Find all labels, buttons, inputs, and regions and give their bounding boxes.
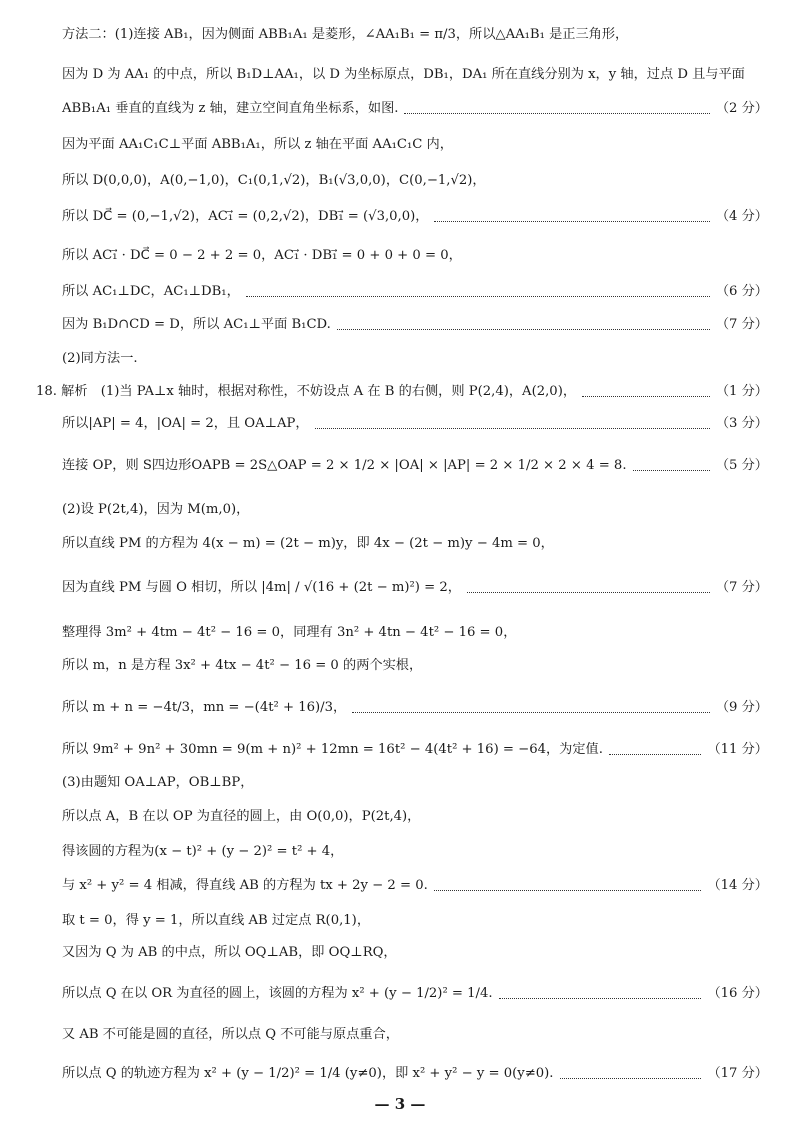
score-label: （1 分） bbox=[715, 384, 768, 399]
text-line: 得该圆的方程为(x − t)² + (y − 2)² = t² + 4， bbox=[62, 844, 344, 859]
text-line: (2)同方法一. bbox=[62, 351, 138, 366]
score-label: （5 分） bbox=[715, 458, 768, 473]
text-line: 取 t = 0，得 y = 1，所以直线 AB 过定点 R(0,1)， bbox=[62, 913, 371, 928]
text-line: 所以 AC₁⃗ · DC⃗ = 0 − 2 + 2 = 0，AC₁⃗ · DB₁⃗ = 0 + 0 + 0 = 0， bbox=[62, 248, 462, 263]
text-line: 所以 m + n = −4t/3，mn = −(4t² + 16)/3， （9 分） bbox=[62, 697, 768, 719]
text-line: 因为平面 AA₁C₁C⊥平面 ABB₁A₁，所以 z 轴在平面 AA₁C₁C 内， bbox=[62, 137, 453, 152]
score-label: （3 分） bbox=[715, 416, 768, 431]
score-label: （17 分） bbox=[707, 1066, 768, 1081]
text-line: 所以点 A，B 在以 OP 为直径的圆上，由 O(0,0)，P(2t,4)， bbox=[62, 809, 421, 824]
text-line: 所以点 Q 的轨迹方程为 x² + (y − 1/2)² = 1/4 (y≠0)，即 x² + y² − y = 0(y≠0). （17 分） bbox=[62, 1063, 768, 1085]
leader-dots bbox=[582, 396, 710, 397]
text-line: 连接 OP，则 S四边形OAPB = 2S△OAP = 2 × 1/2 × |OA| × |AP| = 2 × 1/2 × 2 × 4 = 8. （5 分） bbox=[62, 455, 768, 477]
score-label: （4 分） bbox=[715, 209, 768, 224]
text-line: ABB₁A₁ 垂直的直线为 z 轴，建立空间直角坐标系，如图. （2 分） bbox=[62, 98, 768, 120]
score-label: （14 分） bbox=[707, 878, 768, 893]
leader-dots bbox=[633, 470, 710, 471]
score-label: （2 分） bbox=[715, 101, 768, 116]
leader-dots bbox=[352, 712, 710, 713]
leader-dots bbox=[404, 113, 709, 114]
leader-dots bbox=[337, 329, 710, 330]
text-line: 所以 D(0,0,0)，A(0,−1,0)，C₁(0,1,√2)，B₁(√3,0,0)，C(0,−1,√2)， bbox=[62, 173, 486, 188]
text-line: 所以 DC⃗ = (0,−1,√2)，AC₁⃗ = (0,2,√2)，DB₁⃗ = (√3,0,0)， （4 分） bbox=[62, 206, 768, 228]
text-line: 所以 9m² + 9n² + 30mn = 9(m + n)² + 12mn = 16t² − 4(4t² + 16) = −64，为定值. （11 分） bbox=[62, 739, 768, 761]
score-label: （11 分） bbox=[707, 742, 768, 757]
text-line: 因为 D 为 AA₁ 的中点，所以 B₁D⊥AA₁，以 D 为坐标原点，DB₁，DA₁ 所在直线分别为 x，y 轴，过点 D 且与平面 bbox=[62, 67, 745, 82]
text-line: 又 AB 不可能是圆的直径，所以点 Q 不可能与原点重合， bbox=[62, 1027, 399, 1042]
text-line: 因为直线 PM 与圆 O 相切，所以 |4m| / √(16 + (2t − m)²) = 2， （7 分） bbox=[62, 577, 768, 599]
leader-dots bbox=[434, 221, 709, 222]
text-line: 与 x² + y² = 4 相减，得直线 AB 的方程为 tx + 2y − 2 = 0. （14 分） bbox=[62, 875, 768, 897]
text-line: (2)设 P(2t,4)，因为 M(m,0)， bbox=[62, 502, 250, 517]
leader-dots bbox=[246, 296, 710, 297]
score-label: （6 分） bbox=[715, 284, 768, 299]
text-line: 所以点 Q 在以 OR 为直径的圆上，该圆的方程为 x² + (y − 1/2)² = 1/4. （16 分） bbox=[62, 983, 768, 1005]
score-label: （7 分） bbox=[715, 317, 768, 332]
question-18-heading: 18. 解析 (1)当 PA⊥x 轴时，根据对称性，不妨设点 A 在 B 的右侧，则 P(2,4)，A(2,0)， （1 分） bbox=[36, 381, 768, 403]
text-line: 又因为 Q 为 AB 的中点，所以 OQ⊥AB，即 OQ⊥RQ， bbox=[62, 945, 397, 960]
text-line: 所以 AC₁⊥DC，AC₁⊥DB₁， （6 分） bbox=[62, 281, 768, 303]
text-line: 所以|AP| = 4，|OA| = 2，且 OA⊥AP， （3 分） bbox=[62, 413, 768, 435]
leader-dots bbox=[315, 428, 710, 429]
text-line: 因为 B₁D∩CD = D，所以 AC₁⊥平面 B₁CD. （7 分） bbox=[62, 314, 768, 336]
score-label: （16 分） bbox=[707, 986, 768, 1001]
leader-dots bbox=[434, 890, 702, 891]
text-line: (3)由题知 OA⊥AP，OB⊥BP， bbox=[62, 775, 254, 790]
score-label: （7 分） bbox=[715, 580, 768, 595]
leader-dots bbox=[609, 754, 702, 755]
page-number: — 3 — bbox=[374, 1095, 426, 1113]
leader-dots bbox=[499, 998, 702, 999]
leader-dots bbox=[467, 592, 710, 593]
text-line: 所以 m，n 是方程 3x² + 4tx − 4t² − 16 = 0 的两个实根， bbox=[62, 658, 423, 673]
leader-dots bbox=[560, 1078, 702, 1079]
text-line: 所以直线 PM 的方程为 4(x − m) = (2t − m)y，即 4x − (2t − m)y − 4m = 0， bbox=[62, 536, 554, 551]
score-label: （9 分） bbox=[715, 700, 768, 715]
text-line: 整理得 3m² + 4tm − 4t² − 16 = 0，同理有 3n² + 4tn − 4t² − 16 = 0， bbox=[62, 625, 517, 640]
text-line: 方法二：(1)连接 AB₁，因为侧面 ABB₁A₁ 是菱形，∠AA₁B₁ = π/3，所以△AA₁B₁ 是正三角形， bbox=[62, 27, 629, 42]
